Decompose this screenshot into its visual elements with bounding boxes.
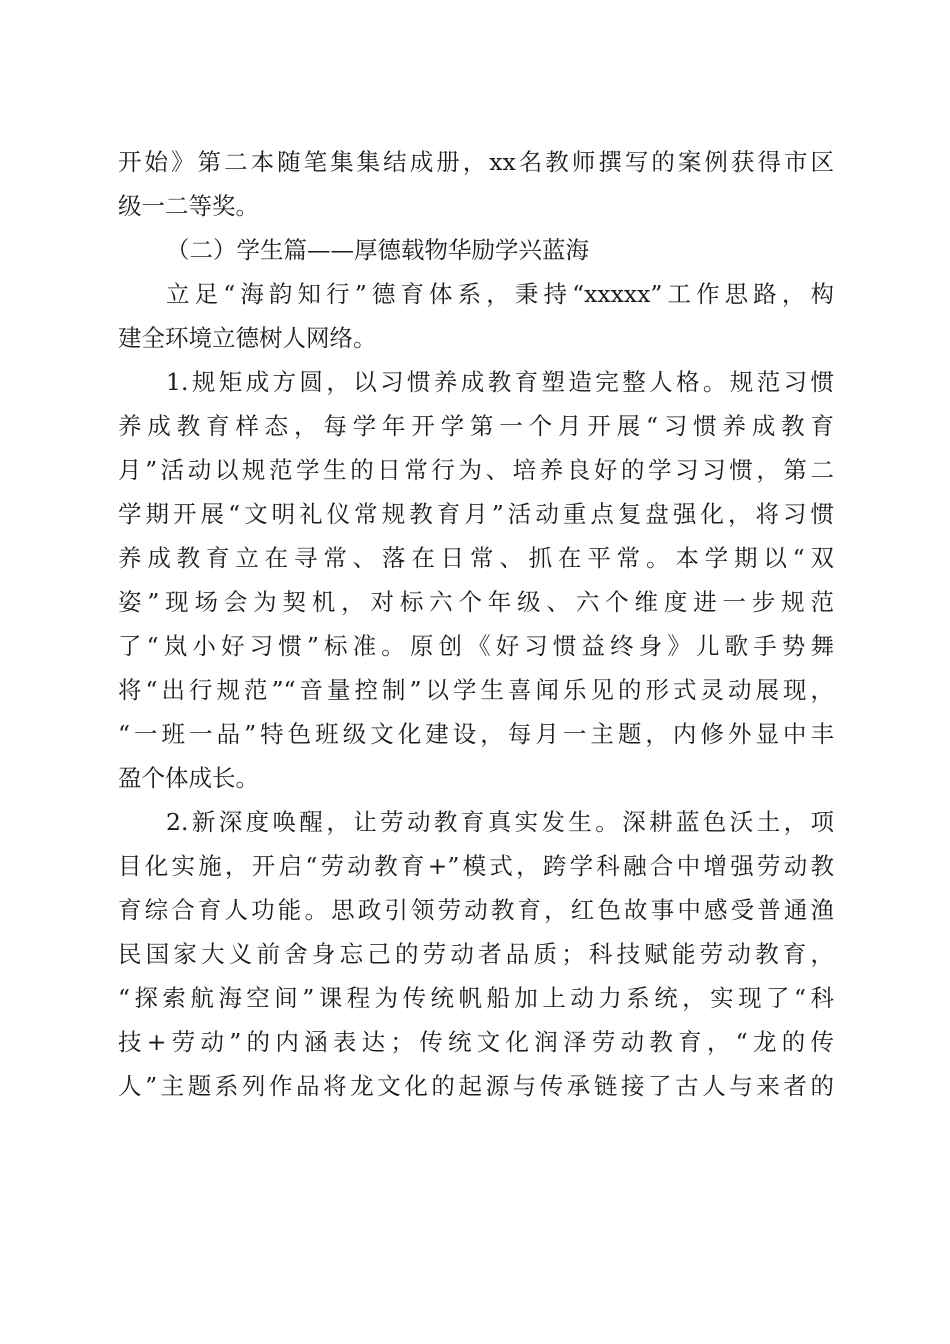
body-line: 立足“海韵知行”德育体系，秉持“xxxxx”工作思路，构 (166, 280, 834, 308)
body-line: 1.规矩成方圆，以习惯养成教育塑造完整人格。规范习惯 (166, 368, 834, 396)
section-heading: （二）学生篇——厚德载物华励学兴蓝海 (166, 236, 589, 264)
body-line: 民国家大义前舍身忘己的劳动者品质；科技赋能劳动教育， (118, 940, 834, 968)
body-line: 学期开展“文明礼仪常规教育月”活动重点复盘强化，将习惯 (118, 500, 834, 528)
body-line: 建全环境立德树人网络。 (118, 324, 377, 352)
body-line: 姿”现场会为契机，对标六个年级、六个维度进一步规范 (118, 588, 834, 616)
body-line: 目化实施，开启“劳动教育+”模式，跨学科融合中增强劳动教 (118, 852, 834, 880)
body-line: 人”主题系列作品将龙文化的起源与传承链接了古人与来者的 (118, 1072, 834, 1100)
body-line: “探索航海空间”课程为传统帆船加上动力系统，实现了“科 (118, 984, 834, 1012)
body-line: 2.新深度唤醒，让劳动教育真实发生。深耕蓝色沃土，项 (166, 808, 834, 836)
body-line: “一班一品”特色班级文化建设，每月一主题，内修外显中丰 (118, 720, 834, 748)
body-line: 将“出行规范”“音量控制”以学生喜闻乐见的形式灵动展现， (118, 676, 834, 704)
body-line: 养成教育立在寻常、落在日常、抓在平常。本学期以“双 (118, 544, 834, 572)
document-body (118, 140, 834, 1108)
body-line: 开始》第二本随笔集集结成册，xx名教师撰写的案例获得市区 (118, 148, 834, 176)
body-line: 育综合育人功能。思政引领劳动教育，红色故事中感受普通渔 (118, 896, 834, 924)
body-line: 级一二等奖。 (118, 192, 259, 220)
body-line: 盈个体成长。 (118, 764, 259, 792)
body-line: 了“岚小好习惯”标准。原创《好习惯益终身》儿歌手势舞 (118, 632, 834, 660)
body-line: 养成教育样态，每学年开学第一个月开展“习惯养成教育 (118, 412, 834, 440)
body-line: 月”活动以规范学生的日常行为、培养良好的学习习惯，第二 (118, 456, 834, 484)
body-line: 技+劳动”的内涵表达；传统文化润泽劳动教育，“龙的传 (118, 1028, 834, 1056)
